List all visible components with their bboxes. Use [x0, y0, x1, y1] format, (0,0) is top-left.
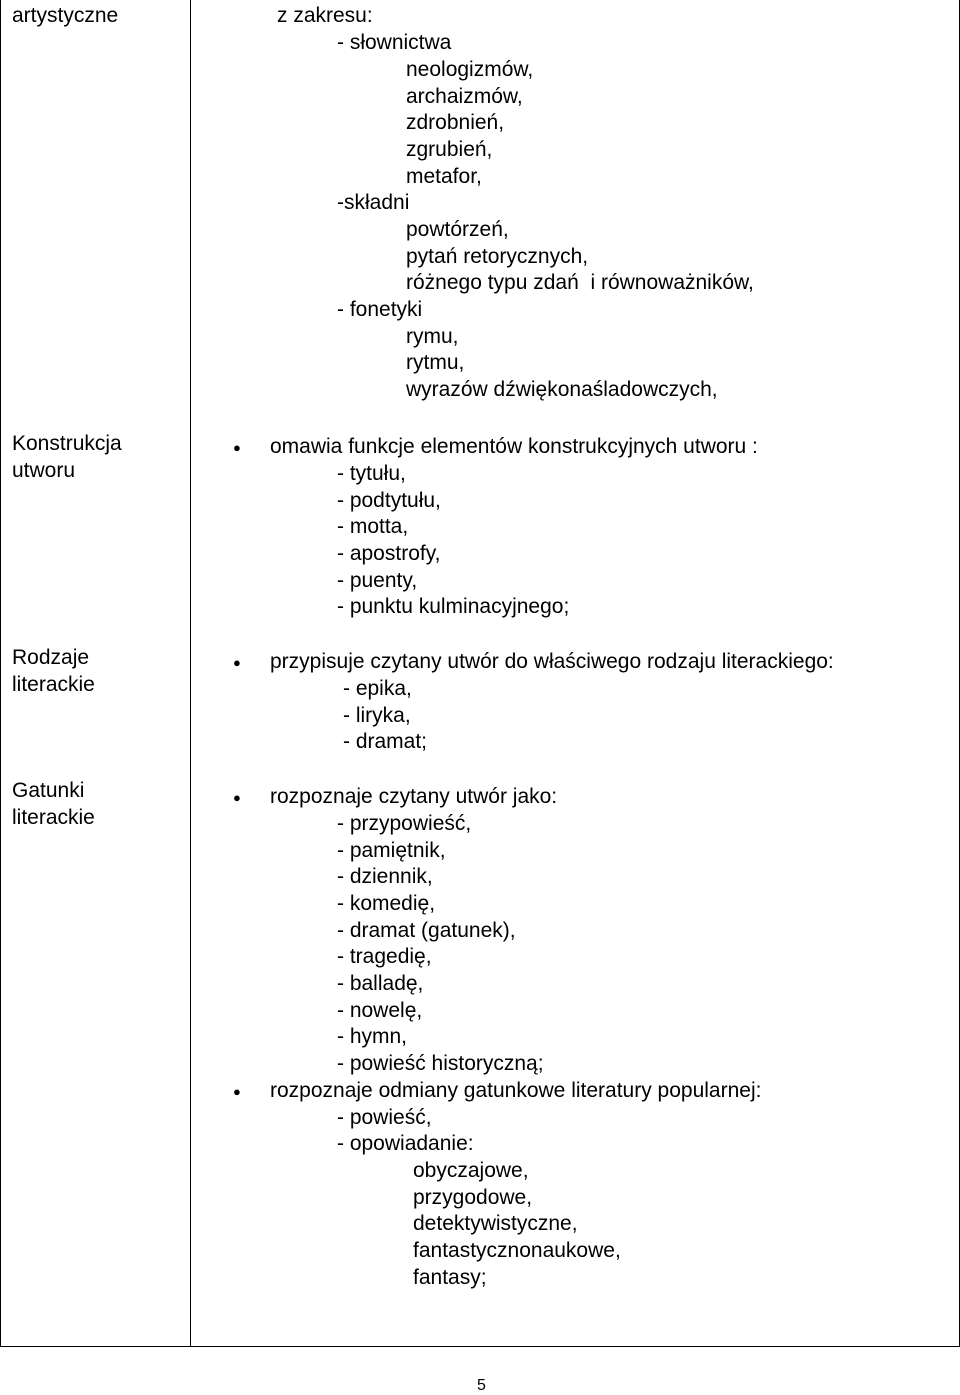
section5-subitem: obyczajowe,	[413, 1159, 529, 1182]
bullet-icon: ●	[233, 1084, 241, 1099]
section2-item: - motta,	[337, 515, 409, 538]
section1-intro: z zakresu:	[277, 4, 373, 27]
section5-item: - powieść,	[337, 1106, 432, 1129]
section5-subitem: fantastycznonaukowe,	[413, 1239, 621, 1262]
slownictwa-item: zdrobnień,	[406, 111, 505, 134]
slownictwa-item: neologizmów,	[406, 58, 534, 81]
skladni-item: pytań retorycznych,	[406, 245, 589, 268]
section1-fonetyki: - fonetyki	[337, 298, 423, 321]
column-divider	[190, 0, 191, 1346]
fonetyki-item: rymu,	[406, 325, 459, 348]
section5-subitem: fantasy;	[413, 1266, 487, 1289]
label-rodzaje-literackie: literackie	[12, 673, 95, 696]
section2-item: - puenty,	[337, 569, 418, 592]
section1-slownictwa: - słownictwa	[337, 31, 452, 54]
section2-item: - punktu kulminacyjnego;	[337, 595, 570, 618]
section4-item: - pamiętnik,	[337, 839, 446, 862]
section5-lead: rozpoznaje odmiany gatunkowe literatury popularnej:	[270, 1079, 762, 1102]
section4-item: - przypowieść,	[337, 812, 472, 835]
section1-skladni: -składni	[337, 191, 410, 214]
skladni-item: powtórzeń,	[406, 218, 509, 241]
table-border-left	[0, 0, 1, 1346]
section4-item: - komedię,	[337, 892, 436, 915]
section4-item: - hymn,	[337, 1025, 408, 1048]
fonetyki-item: rytmu,	[406, 351, 465, 374]
table-border-bottom	[0, 1346, 960, 1347]
bullet-icon: ●	[233, 440, 241, 455]
label-artystyczne: artystyczne	[12, 4, 119, 27]
section4-item: - powieść historyczną;	[337, 1052, 544, 1075]
section4-item: - tragedię,	[337, 945, 432, 968]
label-gatunki-literackie: literackie	[12, 806, 95, 829]
section2-item: - tytułu,	[337, 462, 406, 485]
slownictwa-item: metafor,	[406, 165, 482, 188]
section3-item: - liryka,	[343, 704, 411, 727]
page-number: 5	[477, 1377, 486, 1394]
label-rodzaje: Rodzaje	[12, 646, 90, 669]
label-konstrukcja: Konstrukcja	[12, 432, 122, 455]
section4-item: - dramat (gatunek),	[337, 919, 516, 942]
section2-lead: omawia funkcje elementów konstrukcyjnych utworu :	[270, 435, 758, 458]
bullet-icon: ●	[233, 655, 241, 670]
section5-item: - opowiadanie:	[337, 1132, 474, 1155]
section2-item: - podtytułu,	[337, 489, 441, 512]
section5-subitem: detektywistyczne,	[413, 1212, 578, 1235]
label-utworu: utworu	[12, 459, 76, 482]
section4-item: - dziennik,	[337, 865, 433, 888]
section3-item: - dramat;	[343, 730, 428, 753]
section5-subitem: przygodowe,	[413, 1186, 533, 1209]
label-gatunki: Gatunki	[12, 779, 85, 802]
section4-item: - nowelę,	[337, 999, 423, 1022]
section4-item: - balladę,	[337, 972, 424, 995]
skladni-item: różnego typu zdań i równoważników,	[406, 271, 754, 294]
fonetyki-item: wyrazów dźwiękonaśladowczych,	[406, 378, 718, 401]
slownictwa-item: archaizmów,	[406, 85, 523, 108]
bullet-icon: ●	[233, 790, 241, 805]
section2-item: - apostrofy,	[337, 542, 441, 565]
section4-lead: rozpoznaje czytany utwór jako:	[270, 785, 558, 808]
section3-item: - epika,	[343, 677, 412, 700]
slownictwa-item: zgrubień,	[406, 138, 493, 161]
section3-lead: przypisuje czytany utwór do właściwego rodzaju literackiego:	[270, 650, 834, 673]
